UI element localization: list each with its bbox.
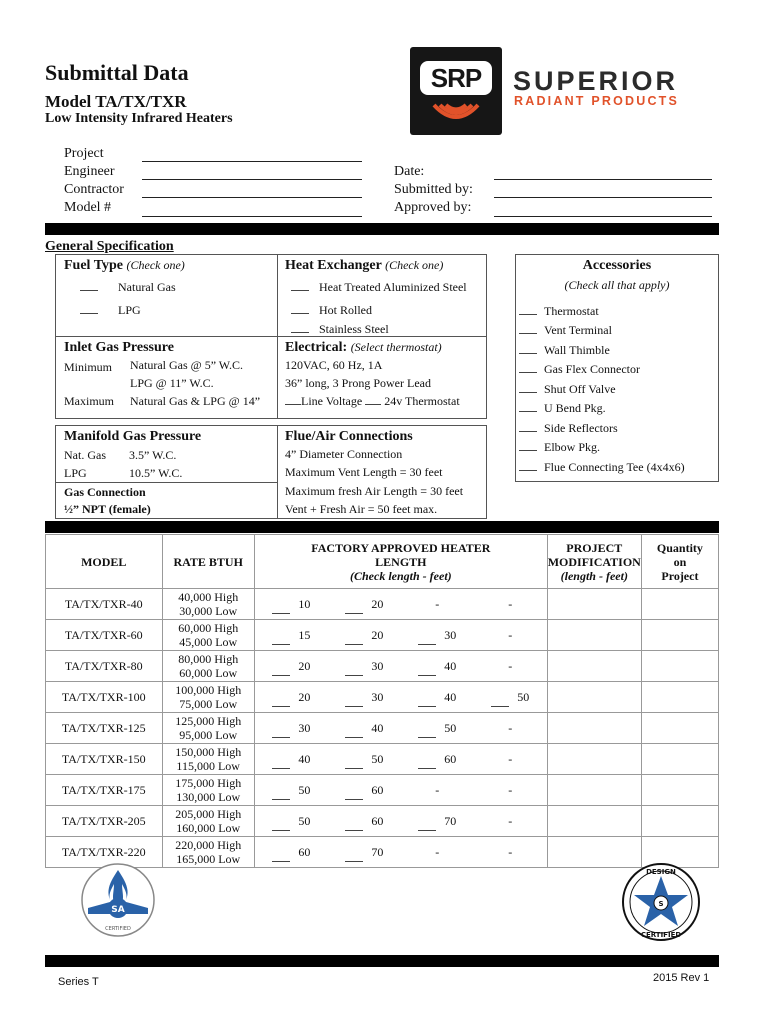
section-divider [55, 336, 278, 337]
modification-cell[interactable] [547, 682, 641, 713]
svg-text:CERTIFIED: CERTIFIED [105, 926, 131, 932]
page-title: Submittal Data [45, 60, 189, 85]
checkbox-blank[interactable] [80, 304, 98, 314]
table-row [46, 620, 719, 651]
checkbox-blank[interactable] [418, 699, 436, 707]
checkbox-blank[interactable] [345, 637, 363, 645]
submitted-by-field[interactable] [494, 197, 712, 198]
model-cell: TA/TX/TXR-205 [46, 806, 163, 837]
quantity-cell[interactable] [641, 682, 718, 713]
model-field[interactable] [142, 216, 362, 217]
length-option[interactable]: - [435, 844, 440, 859]
table-row [46, 744, 719, 775]
submitted-by-label: Submitted by: [394, 182, 473, 197]
length-option[interactable]: - [508, 596, 513, 611]
length-option[interactable]: 10 [255, 594, 328, 614]
checkbox-blank[interactable] [272, 699, 290, 707]
btu-cell: 220,000 High 165,000 Low [162, 837, 254, 868]
model-label: Model # [64, 200, 112, 215]
acc-u-bend[interactable]: U Bend Pkg. [519, 401, 606, 416]
length-option[interactable]: 50 [474, 687, 547, 707]
modification-cell[interactable] [547, 651, 641, 682]
length-option[interactable]: - [508, 844, 513, 859]
table-row [46, 651, 719, 682]
btu-cell: 205,000 High 160,000 Low [162, 806, 254, 837]
length-cell [254, 713, 547, 744]
checkbox-blank[interactable] [345, 668, 363, 676]
acc-gas-flex[interactable]: Gas Flex Connector [519, 362, 640, 377]
length-option[interactable]: 50 [328, 749, 401, 769]
project-label: Project [64, 146, 104, 161]
quantity-cell[interactable] [641, 775, 718, 806]
checkbox-blank[interactable] [345, 854, 363, 862]
general-spec-heading: General Specification [45, 239, 174, 254]
length-option[interactable]: - [508, 720, 513, 735]
length-option[interactable]: 30 [328, 656, 401, 676]
modification-cell[interactable] [547, 806, 641, 837]
table-row [46, 806, 719, 837]
quantity-cell[interactable] [641, 806, 718, 837]
btu-cell: 150,000 High 115,000 Low [162, 744, 254, 775]
model-cell: TA/TX/TXR-175 [46, 775, 163, 806]
flue-title: Flue/Air Connections [285, 429, 413, 444]
checkbox-blank[interactable] [519, 441, 537, 451]
thermostat-options[interactable]: Line Voltage 24v Thermostat [285, 394, 460, 409]
checkbox-blank[interactable] [418, 730, 436, 738]
flue-line-1: 4” Diameter Connection [285, 447, 403, 461]
checkbox-blank[interactable] [519, 324, 537, 334]
electrical-title: Electrical: (Select thermostat) [285, 340, 442, 355]
svg-text:SA: SA [111, 905, 125, 915]
length-cell [254, 837, 547, 868]
length-option[interactable]: - [435, 782, 440, 797]
csa-certified-seal [80, 862, 156, 938]
acc-side-reflectors[interactable]: Side Reflectors [519, 421, 618, 436]
accessories-title: Accessories [582, 258, 652, 273]
length-option[interactable]: 50 [401, 718, 474, 738]
checkbox-blank[interactable] [345, 606, 363, 614]
length-option[interactable]: - [508, 627, 513, 642]
model-table [45, 534, 719, 868]
quantity-cell[interactable] [641, 620, 718, 651]
inlet-min-lpg: LPG @ 11” W.C. [130, 376, 214, 390]
checkbox-blank[interactable] [272, 823, 290, 831]
brand-tagline: RADIANT PRODUCTS [514, 94, 680, 108]
heat-exchanger-title: Heat Exchanger (Check one) [285, 258, 444, 273]
fuel-type-title: Fuel Type (Check one) [64, 258, 185, 273]
engineer-label: Engineer [64, 164, 115, 179]
svg-text:CERTIFIED: CERTIFIED [640, 931, 682, 939]
checkbox-blank[interactable] [519, 363, 537, 373]
length-option[interactable]: 20 [328, 594, 401, 614]
quantity-cell[interactable] [641, 744, 718, 775]
modification-cell[interactable] [547, 589, 641, 620]
hx-aluminized[interactable]: Heat Treated Aluminized Steel [291, 280, 467, 295]
manifold-nat-label: Nat. Gas [64, 448, 106, 462]
acc-vent-terminal[interactable]: Vent Terminal [519, 323, 612, 338]
length-option[interactable]: 70 [401, 811, 474, 831]
manifold-lpg-label: LPG [64, 466, 87, 480]
col-quantity: Quantity on Project [641, 535, 718, 589]
inlet-max-label: Maximum [64, 394, 114, 408]
manifold-title: Manifold Gas Pressure [64, 429, 202, 444]
checkbox-blank[interactable] [519, 461, 537, 471]
approved-by-field[interactable] [494, 216, 712, 217]
inlet-min-natural: Natural Gas @ 5” W.C. [130, 358, 244, 372]
star-seal-icon [621, 862, 701, 942]
length-option[interactable]: 60 [328, 811, 401, 831]
btu-cell: 100,000 High 75,000 Low [162, 682, 254, 713]
checkbox-blank[interactable] [519, 305, 537, 315]
checkbox-blank[interactable] [491, 699, 509, 707]
length-option[interactable]: 20 [328, 625, 401, 645]
checkbox-blank[interactable] [272, 668, 290, 676]
length-option[interactable]: - [508, 813, 513, 828]
modification-cell[interactable] [547, 713, 641, 744]
acc-thermostat[interactable]: Thermostat [519, 304, 599, 319]
length-option[interactable]: - [508, 751, 513, 766]
quantity-cell[interactable] [641, 713, 718, 744]
length-cell [254, 744, 547, 775]
divider-bar [45, 223, 719, 235]
checkbox-blank[interactable] [272, 854, 290, 862]
design-certified-seal [621, 862, 701, 942]
footer-revision: 2015 Rev 1 [653, 972, 710, 984]
certified-flame-icon [80, 862, 156, 938]
length-option[interactable]: - [508, 658, 513, 673]
model-cell: TA/TX/TXR-100 [46, 682, 163, 713]
checkbox-blank[interactable] [291, 304, 309, 314]
checkbox-blank[interactable] [345, 699, 363, 707]
project-field[interactable] [142, 161, 362, 162]
checkbox-blank[interactable] [272, 792, 290, 800]
checkbox-blank[interactable] [345, 792, 363, 800]
length-option[interactable]: 40 [255, 749, 328, 769]
btu-cell: 40,000 High 30,000 Low [162, 589, 254, 620]
logo-text: SRP [430, 63, 482, 93]
date-label: Date: [394, 164, 425, 179]
section-divider [55, 482, 278, 483]
flue-line-3: Maximum fresh Air Length = 30 feet [285, 484, 464, 498]
length-option[interactable]: - [435, 596, 440, 611]
model-title: Model TA/TX/TXR [45, 92, 187, 111]
srp-logo [410, 47, 502, 135]
table-row [46, 682, 719, 713]
model-cell: TA/TX/TXR-80 [46, 651, 163, 682]
fuel-natural-gas[interactable]: Natural Gas [80, 280, 176, 295]
section-divider [277, 336, 487, 337]
engineer-field[interactable] [142, 179, 362, 180]
table-row [46, 589, 719, 620]
table-header-row [46, 535, 719, 589]
model-cell: TA/TX/TXR-125 [46, 713, 163, 744]
checkbox-blank[interactable] [291, 281, 309, 291]
length-option[interactable]: 60 [255, 842, 328, 862]
gas-connection-value: ½” NPT (female) [64, 502, 151, 516]
hx-hot-rolled[interactable]: Hot Rolled [291, 303, 372, 318]
length-option[interactable]: 30 [401, 625, 474, 645]
svg-text:S: S [658, 900, 664, 908]
footer-series: Series T [58, 976, 99, 988]
btu-cell: 60,000 High 45,000 Low [162, 620, 254, 651]
modification-cell[interactable] [547, 744, 641, 775]
checkbox-blank[interactable] [285, 395, 301, 405]
length-cell [254, 682, 547, 713]
col-btu: RATE BTUH [162, 535, 254, 589]
brand-name: SUPERIOR [513, 66, 679, 96]
checkbox-blank[interactable] [519, 422, 537, 432]
length-cell [254, 651, 547, 682]
checkbox-blank[interactable] [80, 281, 98, 291]
length-option[interactable]: 50 [255, 811, 328, 831]
svg-text:DESIGN: DESIGN [646, 868, 676, 876]
approved-by-label: Approved by: [394, 200, 472, 215]
col-model: MODEL [46, 535, 163, 589]
inlet-max-value: Natural Gas & LPG @ 14” [130, 394, 261, 408]
length-cell [254, 806, 547, 837]
checkbox-blank[interactable] [519, 344, 537, 354]
hx-stainless[interactable]: Stainless Steel [291, 322, 389, 337]
inlet-min-label: Minimum [64, 360, 113, 374]
date-field[interactable] [494, 179, 712, 180]
length-option[interactable]: 70 [328, 842, 401, 862]
checkbox-blank[interactable] [418, 637, 436, 645]
checkbox-blank[interactable] [365, 395, 381, 405]
checkbox-blank[interactable] [272, 606, 290, 614]
checkbox-blank[interactable] [272, 730, 290, 738]
modification-cell[interactable] [547, 620, 641, 651]
checkbox-blank[interactable] [272, 637, 290, 645]
model-cell: TA/TX/TXR-60 [46, 620, 163, 651]
flue-line-4: Vent + Fresh Air = 50 feet max. [285, 502, 438, 516]
length-option[interactable]: 60 [328, 780, 401, 800]
length-option[interactable]: 50 [255, 780, 328, 800]
model-cell: TA/TX/TXR-40 [46, 589, 163, 620]
quantity-cell[interactable] [641, 651, 718, 682]
length-option[interactable]: 40 [328, 718, 401, 738]
acc-shut-off[interactable]: Shut Off Valve [519, 382, 616, 397]
length-option[interactable]: 40 [401, 687, 474, 707]
model-cell: TA/TX/TXR-150 [46, 744, 163, 775]
length-cell [254, 620, 547, 651]
col-modification: PROJECT MODIFICATION (length - feet) [547, 535, 641, 589]
accessories-hint: (Check all that apply) [564, 278, 670, 292]
checkbox-blank[interactable] [519, 383, 537, 393]
contractor-label: Contractor [64, 182, 124, 197]
manifold-nat-value: 3.5” W.C. [129, 448, 177, 462]
model-cell: TA/TX/TXR-220 [46, 837, 163, 868]
length-option[interactable]: 30 [328, 687, 401, 707]
quantity-cell[interactable] [641, 589, 718, 620]
manifold-lpg-value: 10.5” W.C. [129, 466, 183, 480]
fuel-lpg[interactable]: LPG [80, 303, 141, 318]
electrical-lead: 36” long, 3 Prong Power Lead [285, 376, 431, 390]
checkbox-blank[interactable] [418, 823, 436, 831]
table-row [46, 775, 719, 806]
acc-flue-tee[interactable]: Flue Connecting Tee (4x4x6) [519, 460, 685, 475]
length-cell [254, 775, 547, 806]
col-length: FACTORY APPROVED HEATER LENGTH (Check length - feet) [254, 535, 547, 589]
acc-wall-thimble[interactable]: Wall Thimble [519, 343, 610, 358]
checkbox-blank[interactable] [418, 668, 436, 676]
checkbox-blank[interactable] [272, 761, 290, 769]
subtitle: Low Intensity Infrared Heaters [45, 111, 233, 126]
electrical-spec: 120VAC, 60 Hz, 1A [285, 358, 383, 372]
acc-elbow[interactable]: Elbow Pkg. [519, 440, 600, 455]
length-option[interactable]: 20 [255, 687, 328, 707]
length-option[interactable]: 30 [255, 718, 328, 738]
btu-cell: 80,000 High 60,000 Low [162, 651, 254, 682]
flue-line-2: Maximum Vent Length = 30 feet [285, 465, 443, 479]
inlet-gas-title: Inlet Gas Pressure [64, 340, 174, 355]
btu-cell: 175,000 High 130,000 Low [162, 775, 254, 806]
footer-bar [45, 955, 719, 967]
checkbox-blank[interactable] [345, 761, 363, 769]
length-cell [254, 589, 547, 620]
contractor-field[interactable] [142, 197, 362, 198]
checkbox-blank[interactable] [345, 730, 363, 738]
checkbox-blank[interactable] [345, 823, 363, 831]
length-option[interactable]: 15 [255, 625, 328, 645]
btu-cell: 125,000 High 95,000 Low [162, 713, 254, 744]
length-option[interactable]: 60 [401, 749, 474, 769]
checkbox-blank[interactable] [418, 761, 436, 769]
gas-connection-title: Gas Connection [64, 485, 146, 499]
checkbox-blank[interactable] [291, 323, 309, 333]
modification-cell[interactable] [547, 775, 641, 806]
table-row [46, 713, 719, 744]
length-option[interactable]: - [508, 782, 513, 797]
divider-bar [45, 521, 719, 533]
length-option[interactable]: 20 [255, 656, 328, 676]
checkbox-blank[interactable] [519, 402, 537, 412]
length-option[interactable]: 40 [401, 656, 474, 676]
